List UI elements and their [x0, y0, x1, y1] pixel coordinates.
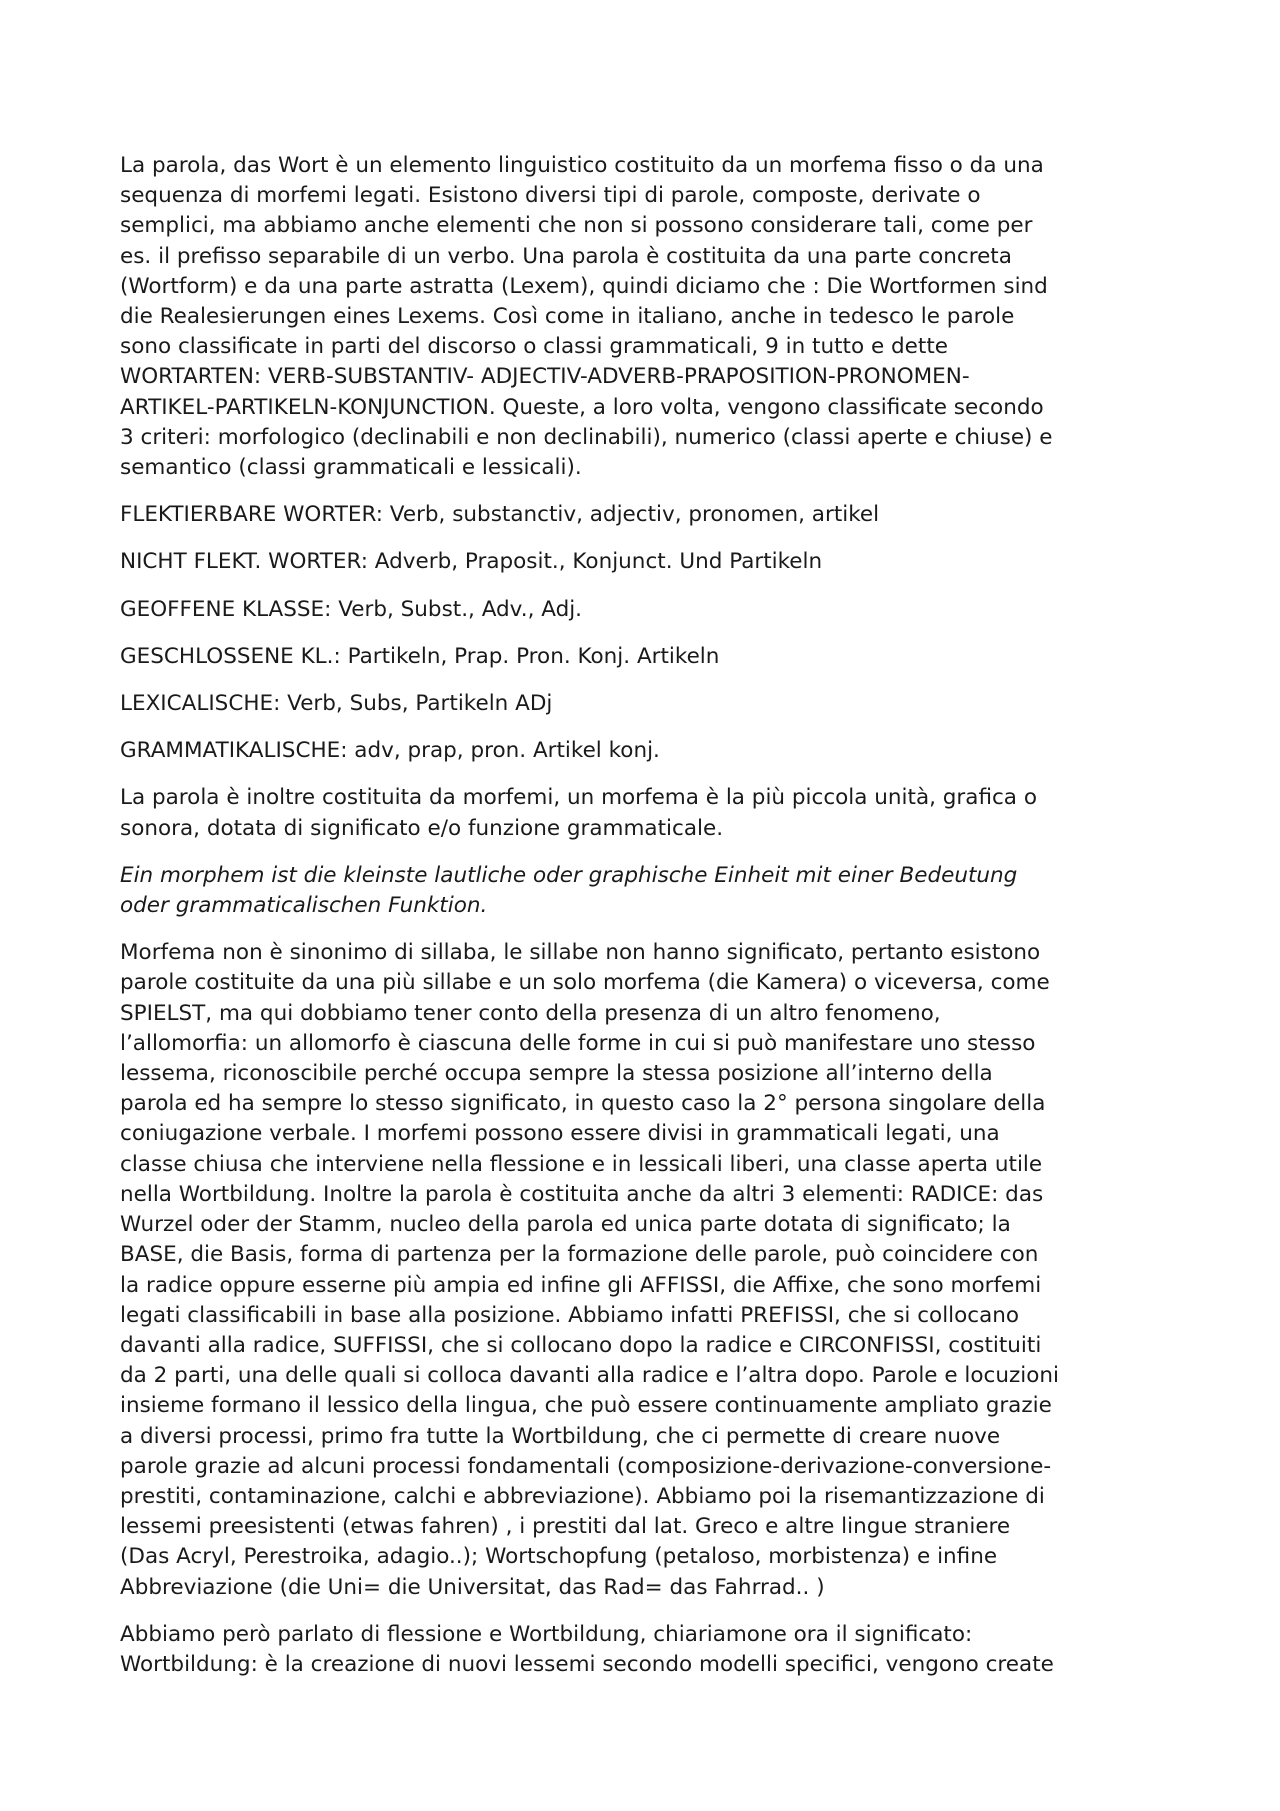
text-line: GEOFFENE KLASSE: Verb, Subst., Adv., Adj.	[120, 596, 583, 622]
text-line: Morfema non è sinonimo di sillaba, le sillabe non hanno significato, pertanto esistono	[120, 940, 1041, 966]
text-line: (Wortform) e da una parte astratta (Lexem), quindi diciamo che : Die Wortformen sind	[120, 273, 1048, 299]
text-line: oder grammaticalischen Funktion.	[120, 893, 488, 919]
paragraph	[120, 1620, 1172, 1680]
text-line: insieme formano il lessico della lingua, che può essere continuamente ampliato grazie	[120, 1393, 1052, 1419]
text-line: lessema, riconoscibile perché occupa sempre la stessa posizione all’interno della	[120, 1061, 993, 1087]
text-line: die Realesierungen eines Lexems. Così come in italiano, anche in tedesco le parole	[120, 304, 1015, 330]
text-line: parole grazie ad alcuni processi fondamentali (composizione-derivazione-conversione-	[120, 1453, 1052, 1479]
paragraph	[120, 151, 1172, 483]
text-line: Ein morphem ist die kleinste lautliche oder graphische Einheit mit einer Bedeutung	[120, 862, 1018, 888]
paragraph	[120, 689, 1172, 719]
text-line: SPIELST, ma qui dobbiamo tener conto della presenza di un altro fenomeno,	[120, 1000, 941, 1026]
text-line: GRAMMATIKALISCHE: adv, prap, pron. Artikel konj.	[120, 738, 660, 764]
text-line: sono classificate in parti del discorso o classi grammaticali, 9 in tutto e dette	[120, 334, 948, 360]
text-line: parola ed ha sempre lo stesso significato, in questo caso la 2° persona singolare della	[120, 1091, 1046, 1117]
text-line: es. il prefisso separabile di un verbo. Una parola è costituita da una parte concreta	[120, 243, 1012, 269]
text-line: Wortbildung: è la creazione di nuovi lessemi secondo modelli specifici, vengono create	[120, 1651, 1054, 1677]
text-line: davanti alla radice, SUFFISSI, che si collocano dopo la radice e CIRCONFISSI, costituiti	[120, 1332, 1042, 1358]
paragraph	[120, 500, 1172, 530]
text-line: ARTIKEL-PARTIKELN-KONJUNCTION. Queste, a loro volta, vengono classificate secondo	[120, 394, 1044, 420]
text-line: BASE, die Basis, forma di partenza per la formazione delle parole, può coincidere con	[120, 1242, 1039, 1268]
text-line: Wurzel oder der Stamm, nucleo della parola ed unica parte dotata di significato; la	[120, 1212, 1011, 1238]
text-line: LEXICALISCHE: Verb, Subs, Partikeln ADj	[120, 691, 553, 717]
document-page	[120, 151, 1172, 1697]
text-line: la radice oppure esserne più ampia ed infine gli AFFISSI, die Affixe, che sono morfemi	[120, 1272, 1042, 1298]
text-line: WORTARTEN: VERB-SUBSTANTIV- ADJECTIV-ADVERB-PRAPOSITION-PRONOMEN-	[120, 364, 970, 390]
text-line: l’allomorfia: un allomorfo è ciascuna delle forme in cui si può manifestare uno stesso	[120, 1030, 1036, 1056]
text-line: classe chiusa che interviene nella flessione e in lessicali liberi, una classe aperta utile	[120, 1151, 1043, 1177]
paragraph	[120, 547, 1172, 577]
text-line: NICHT FLEKT. WORTER: Adverb, Praposit., Konjunct. Und Partikeln	[120, 549, 823, 575]
text-line: Abbiamo però parlato di flessione e Wortbildung, chiariamone ora il significato:	[120, 1621, 973, 1647]
text-line: a diversi processi, primo fra tutte la Wortbildung, che ci permette di creare nuove	[120, 1423, 1001, 1449]
paragraph	[120, 938, 1172, 1602]
text-line: legati classificabili in base alla posizione. Abbiamo infatti PREFISSI, che si collocano	[120, 1302, 1020, 1328]
paragraph	[120, 861, 1172, 921]
text-line: GESCHLOSSENE KL.: Partikeln, Prap. Pron. Konj. Artikeln	[120, 643, 720, 669]
text-line: semantico (classi grammaticali e lessicali).	[120, 455, 582, 481]
paragraph	[120, 595, 1172, 625]
text-line: (Das Acryl, Perestroika, adagio..); Wortschopfung (petaloso, morbistenza) e infine	[120, 1544, 998, 1570]
text-line: sequenza di morfemi legati. Esistono diversi tipi di parole, composte, derivate o	[120, 183, 981, 209]
paragraph	[120, 736, 1172, 766]
paragraph	[120, 642, 1172, 672]
text-line: prestiti, contaminazione, calchi e abbreviazione). Abbiamo poi la risemantizzazione di	[120, 1483, 1045, 1509]
text-line: La parola è inoltre costituita da morfemi, un morfema è la più piccola unità, grafica o	[120, 785, 1037, 811]
text-line: La parola, das Wort è un elemento linguistico costituito da un morfema fisso o da una	[120, 153, 1044, 178]
text-line: Abbreviazione (die Uni= die Universitat, das Rad= das Fahrrad.. )	[120, 1574, 825, 1600]
text-line: nella Wortbildung. Inoltre la parola è costituita anche da altri 3 elementi: RADICE: das	[120, 1181, 1044, 1207]
text-line: sonora, dotata di significato e/o funzione grammaticale.	[120, 815, 724, 841]
text-line: lessemi preesistenti (etwas fahren) , i prestiti dal lat. Greco e altre lingue straniere	[120, 1514, 1011, 1540]
paragraph	[120, 783, 1172, 843]
text-line: coniugazione verbale. I morfemi possono essere divisi in grammaticali legati, una	[120, 1121, 1000, 1147]
text-line: parole costituite da una più sillabe e un solo morfema (die Kamera) o viceversa, come	[120, 970, 1050, 996]
text-line: 3 criteri: morfologico (declinabili e non declinabili), numerico (classi aperte e chiuse) e	[120, 424, 1053, 450]
text-line: da 2 parti, una delle quali si colloca davanti alla radice e l’altra dopo. Parole e locuzioni	[120, 1363, 1059, 1389]
text-line: FLEKTIERBARE WORTER: Verb, substanctiv, adjectiv, pronomen, artikel	[120, 502, 880, 528]
text-line: semplici, ma abbiamo anche elementi che non si possono considerare tali, come per	[120, 213, 1033, 239]
